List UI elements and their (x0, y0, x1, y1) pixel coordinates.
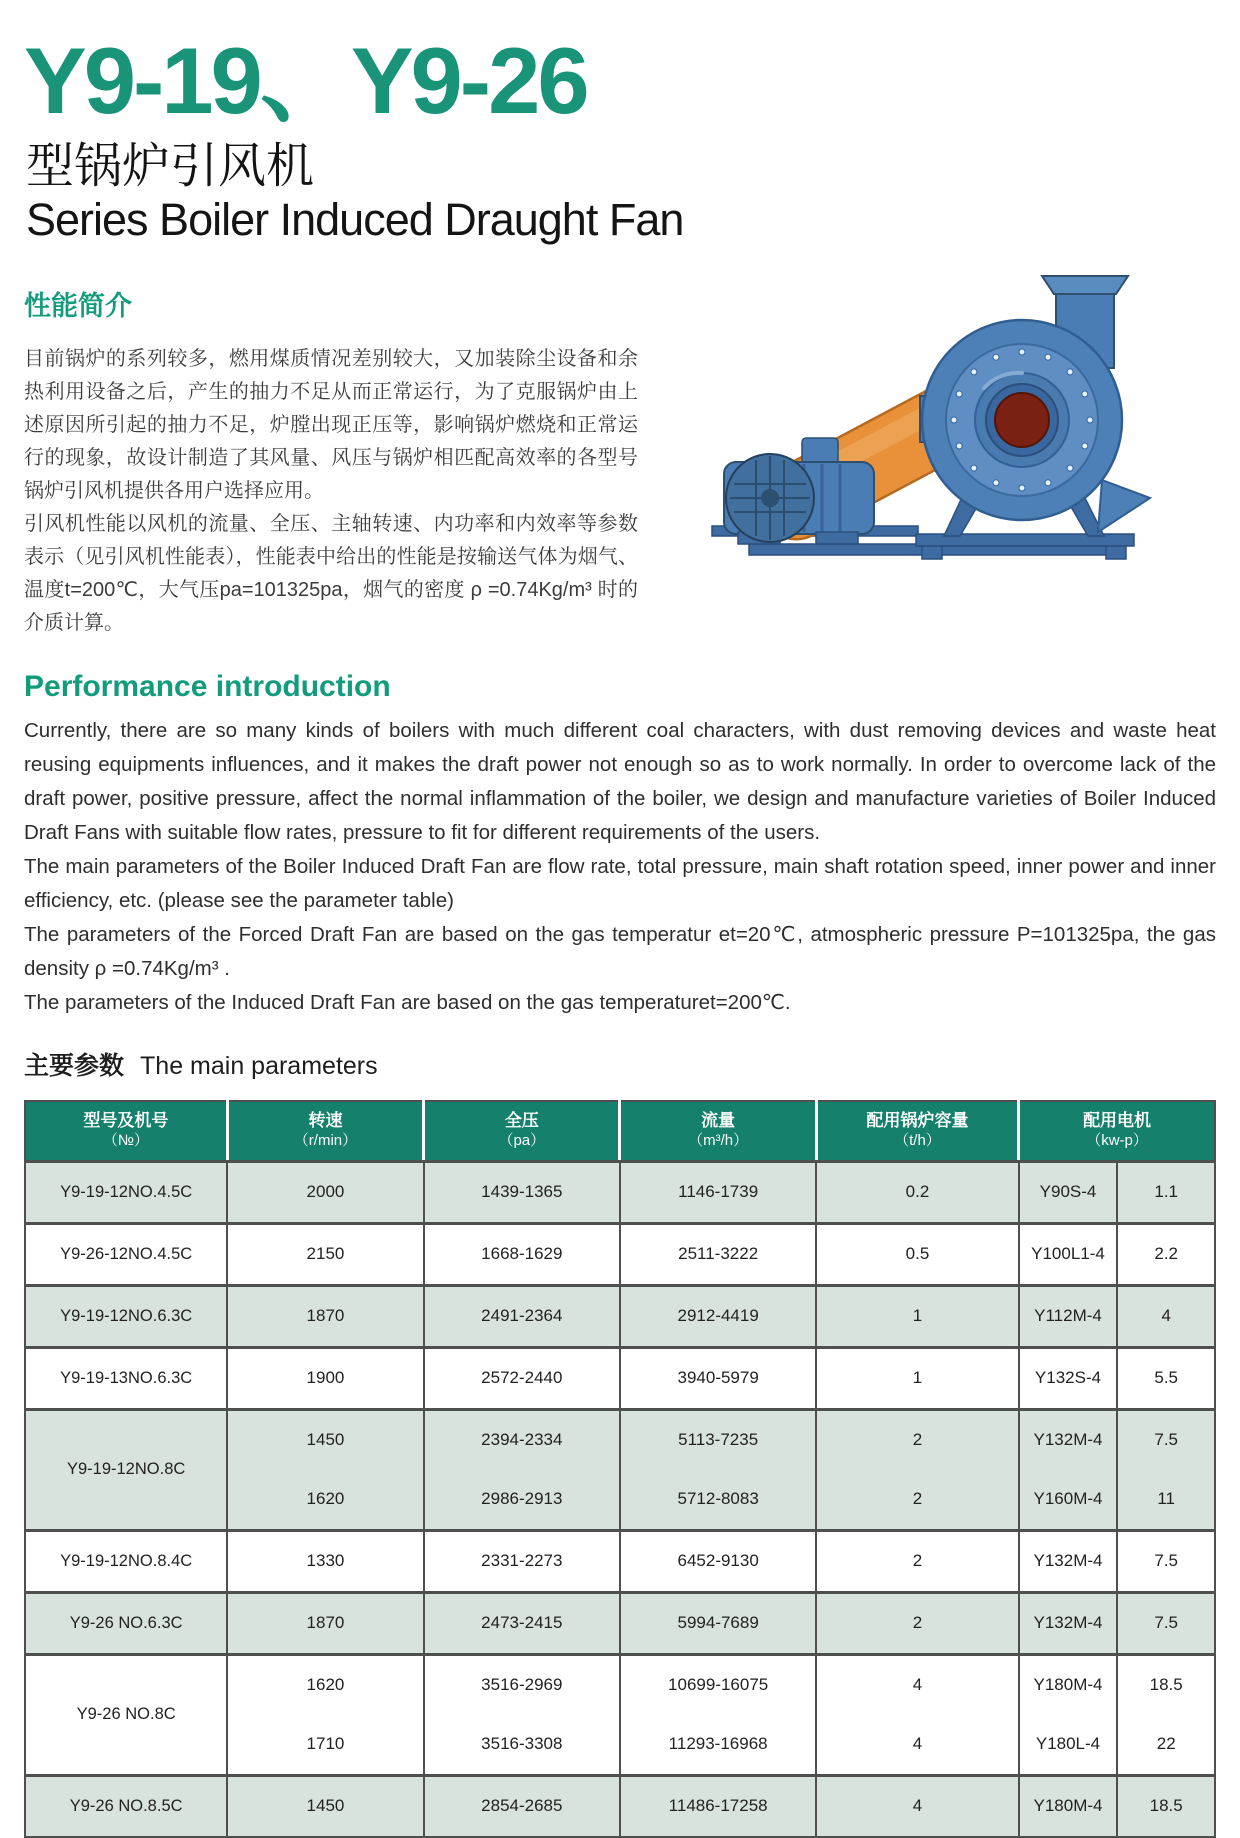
cell-pressure: 1439-1365 (424, 1161, 620, 1223)
cell-speed: 2150 (227, 1223, 423, 1285)
cell-capacity: 4 (816, 1715, 1018, 1776)
bolt-icon (1087, 417, 1093, 423)
cell-motor-model: Y180M-4 (1019, 1775, 1118, 1837)
bolt-icon (1082, 391, 1088, 397)
intro-paragraph: 目前锅炉的系列较多，燃用煤质情况差别较大，又加装除尘设备和余热利用设备之后，产生的抽力不足从而正常运行，为了克服锅炉由上述原因所引起的抽力不足，炉膛出现正压等，影响锅炉燃烧和正常运行的现象，故设计制造了其风量、风压与锅炉相匹配高效率的各型号锅炉引风机提供各用户选择应用。 (24, 347, 638, 502)
column-header (424, 1101, 620, 1162)
parameters-table-body (25, 1161, 1215, 1837)
cell-flow: 2511-3222 (620, 1223, 816, 1285)
cell-capacity: 4 (816, 1775, 1018, 1837)
cell-speed: 1620 (227, 1654, 423, 1715)
cell-motor-model: Y132M-4 (1019, 1592, 1118, 1654)
performance-paragraph: The parameters of the Forced Draft Fan are based on the gas temperatur et=20℃, atmospheric pressure P=101325pa, the gas density ρ =0.74Kg/m³ . (24, 922, 1216, 980)
cell-capacity: 2 (816, 1530, 1018, 1592)
cell-motor-power: 7.5 (1117, 1530, 1215, 1592)
column-unit: （kw-p） (1086, 1131, 1148, 1149)
performance-heading: Performance introduction (24, 669, 391, 703)
parameters-heading-zh: 主要参数 (24, 1051, 125, 1080)
column-label: 流量 (701, 1110, 736, 1130)
cell-capacity: 2 (816, 1409, 1018, 1470)
cell-pressure: 3516-2969 (424, 1654, 620, 1715)
cell-flow: 6452-9130 (620, 1530, 816, 1592)
cell-pressure: 1668-1629 (424, 1223, 620, 1285)
performance-paragraph: The parameters of the Induced Draft Fan are based on the gas temperaturet=200℃. (24, 990, 791, 1014)
column-unit: （t/h） (894, 1131, 941, 1149)
cell-flow: 5994-7689 (620, 1592, 816, 1654)
cell-motor-model: Y112M-4 (1019, 1285, 1118, 1347)
table-row (25, 1592, 1215, 1654)
intro-text-column (24, 284, 638, 640)
cell-capacity: 4 (816, 1654, 1018, 1715)
subtitle-en: Series Boiler Induced Draught Fan (26, 194, 684, 246)
table-row (25, 1223, 1215, 1285)
cell-pressure: 2572-2440 (424, 1347, 620, 1409)
cell-capacity: 1 (816, 1285, 1018, 1347)
column-label: 配用电机 (1083, 1110, 1152, 1130)
performance-paragraph: The main parameters of the Boiler Induced Draft Fan are flow rate, total pressure, main shaft rotation speed, inner power and inner efficiency, etc. (please see the parameter table) (24, 854, 1216, 912)
bolt-icon (956, 443, 962, 449)
table-row (25, 1775, 1215, 1837)
bolt-icon (1019, 485, 1025, 491)
column-unit: （pa） (498, 1131, 546, 1149)
cell-motor-power: 18.5 (1117, 1654, 1215, 1715)
column-label: 转速 (308, 1110, 343, 1130)
cell-speed: 1620 (227, 1470, 423, 1531)
cell-pressure: 2491-2364 (424, 1285, 620, 1347)
cell-model: Y9-26 NO.8.5C (25, 1775, 227, 1837)
cell-model: Y9-26 NO.6.3C (25, 1592, 227, 1654)
cell-motor-model: Y132M-4 (1019, 1409, 1118, 1470)
column-label: 型号及机号 (83, 1110, 169, 1130)
page-header (0, 0, 1240, 246)
bolt-icon (956, 391, 962, 397)
cell-model: Y9-26 NO.8C (25, 1654, 227, 1775)
cell-motor-power: 7.5 (1117, 1409, 1215, 1470)
column-unit: （m³/h） (688, 1131, 749, 1149)
column-label: 全压 (504, 1110, 539, 1130)
cell-speed: 1710 (227, 1715, 423, 1776)
column-header (227, 1101, 423, 1162)
cell-capacity: 0.2 (816, 1161, 1018, 1223)
cell-capacity: 0.5 (816, 1223, 1018, 1285)
cell-capacity: 2 (816, 1592, 1018, 1654)
column-header (816, 1101, 1018, 1162)
bolt-icon (971, 369, 977, 375)
cell-speed: 1450 (227, 1409, 423, 1470)
bolt-icon (1082, 443, 1088, 449)
column-header (620, 1101, 816, 1162)
bolt-icon (1067, 369, 1073, 375)
cell-motor-model: Y132S-4 (1019, 1347, 1118, 1409)
cell-flow: 2912-4419 (620, 1285, 816, 1347)
cell-speed: 1450 (227, 1775, 423, 1837)
cell-pressure: 2394-2334 (424, 1409, 620, 1470)
bolt-icon (1045, 479, 1051, 485)
cell-capacity: 1 (816, 1347, 1018, 1409)
cell-pressure: 2986-2913 (424, 1470, 620, 1531)
subtitle-zh: 型锅炉引风机 (26, 139, 315, 193)
cell-flow: 5712-8083 (620, 1470, 816, 1531)
table-row (25, 1347, 1215, 1409)
bolt-icon (971, 465, 977, 471)
cell-flow: 10699-16075 (620, 1654, 816, 1715)
cell-flow: 5113-7235 (620, 1409, 816, 1470)
cell-motor-power: 11 (1117, 1470, 1215, 1531)
cell-motor-power: 18.5 (1117, 1775, 1215, 1837)
parameters-section (24, 1046, 1216, 1838)
cell-model: Y9-19-12NO.4.5C (25, 1161, 227, 1223)
cell-model: Y9-19-13NO.6.3C (25, 1347, 227, 1409)
cell-model: Y9-19-12NO.8.4C (25, 1530, 227, 1592)
cell-capacity: 2 (816, 1470, 1018, 1531)
cell-flow: 3940-5979 (620, 1347, 816, 1409)
cell-pressure: 2473-2415 (424, 1592, 620, 1654)
cell-motor-power: 4 (1117, 1285, 1215, 1347)
cell-model: Y9-19-12NO.8C (25, 1409, 227, 1530)
fan-illustration (652, 268, 1216, 574)
cell-speed: 1870 (227, 1285, 423, 1347)
column-header (1019, 1101, 1215, 1162)
bolt-icon (1019, 349, 1025, 355)
bolt-icon (993, 354, 999, 360)
table-header-row (25, 1101, 1215, 1162)
column-header (25, 1101, 227, 1162)
bolt-icon (993, 479, 999, 485)
cell-motor-model: Y160M-4 (1019, 1470, 1118, 1531)
cell-motor-model: Y132M-4 (1019, 1530, 1118, 1592)
parameters-table (24, 1100, 1216, 1838)
fan-inlet (995, 393, 1049, 447)
cell-model: Y9-26-12NO.4.5C (25, 1223, 227, 1285)
table-row (25, 1285, 1215, 1347)
column-label: 配用锅炉容量 (866, 1110, 969, 1130)
intro-paragraph: 引风机性能以风机的流量、全压、主轴转速、内功率和内效率等参数表示（见引风机性能表），性能表中给出的性能是按输送气体为烟气、温度t=200℃，大气压pa=101325pa，烟气的密度 ρ =0.74Kg/m³ 时的介质计算。 (24, 512, 638, 634)
bolt-icon (951, 417, 957, 423)
table-row (25, 1654, 1215, 1715)
cell-motor-model: Y180M-4 (1019, 1654, 1118, 1715)
cell-motor-model: Y100L1-4 (1019, 1223, 1118, 1285)
cell-pressure: 2331-2273 (424, 1530, 620, 1592)
cell-motor-power: 7.5 (1117, 1592, 1215, 1654)
parameters-table-head (25, 1101, 1215, 1162)
cell-speed: 1330 (227, 1530, 423, 1592)
cell-motor-power: 5.5 (1117, 1347, 1215, 1409)
performance-section (24, 670, 1216, 1020)
cell-motor-model: Y180L-4 (1019, 1715, 1118, 1776)
cell-pressure: 3516-3308 (424, 1715, 620, 1776)
cell-flow: 11293-16968 (620, 1715, 816, 1776)
parameters-heading-en: The main parameters (140, 1051, 378, 1080)
parameters-heading (24, 1046, 1216, 1082)
cell-speed: 2000 (227, 1161, 423, 1223)
column-unit: （№） (102, 1131, 149, 1149)
fan-product-photo (652, 268, 1216, 574)
cell-motor-power: 1.1 (1117, 1161, 1215, 1223)
intro-section (24, 284, 1216, 640)
cell-speed: 1900 (227, 1347, 423, 1409)
cell-motor-power: 22 (1117, 1715, 1215, 1776)
cell-speed: 1870 (227, 1592, 423, 1654)
performance-paragraph: Currently, there are so many kinds of boilers with much different coal characters, with dust removing devices and waste heat reusing equipments influences, and it makes the draft power not enough so as to work normally. In order to overcome lack of the draft power, positive pressure, affect the normal inflammation of the boiler, we design and manufacture varieties of Boiler Induced Draft Fans with suitable flow rates, pressure to fit for different requirements of the users. (24, 718, 1216, 844)
table-row (25, 1530, 1215, 1592)
cell-model: Y9-19-12NO.6.3C (25, 1285, 227, 1347)
cell-motor-model: Y90S-4 (1019, 1161, 1118, 1223)
cell-flow: 1146-1739 (620, 1161, 816, 1223)
intro-heading: 性能简介 (24, 290, 132, 321)
bolt-icon (1067, 465, 1073, 471)
page-title: Y9-19、Y9-26 (24, 28, 587, 133)
cell-pressure: 2854-2685 (424, 1775, 620, 1837)
cell-flow: 11486-17258 (620, 1775, 816, 1837)
bolt-icon (1045, 354, 1051, 360)
table-row (25, 1161, 1215, 1223)
table-row (25, 1409, 1215, 1470)
column-unit: （r/min） (293, 1131, 358, 1149)
fan-casing (920, 320, 1150, 532)
cell-motor-power: 2.2 (1117, 1223, 1215, 1285)
